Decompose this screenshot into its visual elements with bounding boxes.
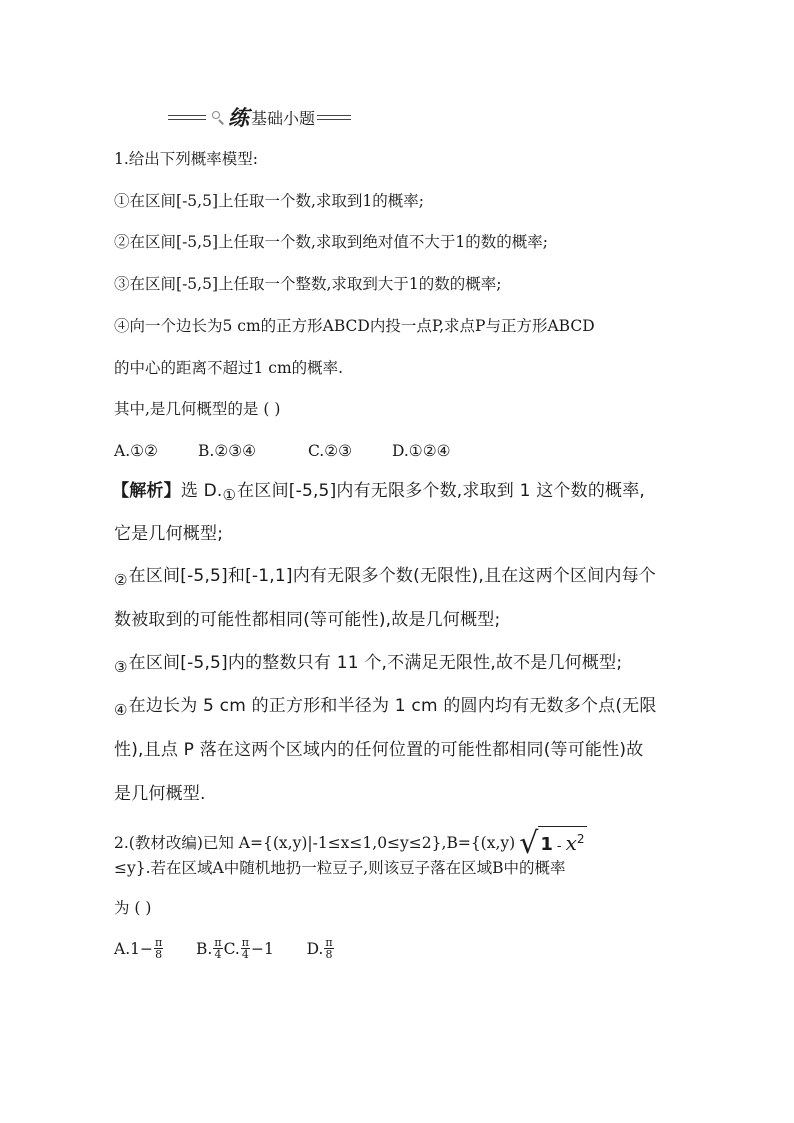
radicand: $1 - x^2$ [538,826,587,858]
analysis-line-3 [114,652,622,674]
option-b: B.②③④ [198,442,257,460]
header-strong-char: 练 [228,105,249,130]
header-left-rule [168,115,206,120]
q2-options [114,935,335,962]
q2-line-2: ≤y}.若在区域A中随机地扔一粒豆子,则该豆子落在区域B中的概率 [114,859,566,877]
section-header [168,104,351,130]
q2-line-1 [114,822,587,861]
q2-set-definition: 2.(教材改编)已知 A={(x,y)|-1≤x≤1,0≤y≤2},B={(x,y) [114,834,516,852]
q1-item-4 [114,315,595,337]
analysis-text-1: 在区间[-5,5]内有无限多个数,求取到 1 这个数的概率, [237,481,646,501]
radical-sign: √ [519,826,539,861]
analysis-line-4-cont2: 是几何概型. [114,784,206,804]
analysis-line-4 [114,695,657,717]
item-mark: ① [114,192,130,210]
fraction-pi-over-8: $\frac{\pi}{8}$ [154,935,163,961]
option-a: A.1− $\frac{\pi}{8}$ [114,935,163,961]
analysis-mark-3: ③ [114,658,128,676]
option-c: C.②③ [308,442,353,460]
header-right-rule [317,115,351,120]
item-text: 在区间[-5,5]上任取一个整数,求取到大于1的数的概率; [129,275,502,293]
magnifier-icon [210,109,226,125]
analysis-mark-2: ② [114,571,128,589]
item-mark: ② [114,233,130,251]
item-mark: ④ [114,317,130,335]
option-a: A.①② [114,442,158,460]
analysis-line-4-cont: 性),且点 P 落在这两个区域内的任何位置的可能性都相同(等可能性)故 [114,740,644,760]
q1-options [114,440,451,462]
q1-question: 其中,是几何概型的是 ( ) [114,400,281,418]
analysis-answer: 选 D. [180,481,223,501]
option-d: D.①②④ [392,442,451,460]
analysis-line-2-cont: 数被取到的可能性都相同(等可能性),故是几何概型; [114,610,501,630]
q1-item-4-cont: 的中心的距离不超过1 cm的概率. [114,359,344,377]
fraction-pi-over-8: $\frac{\pi}{8}$ [325,935,333,961]
analysis-text-4: 在边长为 5 cm 的正方形和半径为 1 cm 的圆内均有无数多个点(无限 [128,696,657,716]
q2-line-3: 为 ( ) [114,899,152,917]
option-b: B. $\frac{\pi}{4}$ [196,935,222,961]
analysis-label: 【解析】 [112,481,181,501]
analysis-line-1 [112,480,645,502]
option-c: C. $\frac{\pi}{4}$ −1 [223,935,274,961]
analysis-text-3: 在区间[-5,5]内的整数只有 11 个,不满足无限性,故不是几何概型; [128,653,623,673]
q1-item-1 [114,190,424,212]
q1-item-3 [114,273,502,295]
sqrt-expression [519,826,587,861]
analysis-mark-1: ① [222,486,237,504]
item-text: 在区间[-5,5]上任取一个数,求取到绝对值不大于1的数的概率; [129,233,549,251]
item-text: 在区间[-5,5]上任取一个数,求取到1的概率; [129,192,425,210]
q1-item-2 [114,231,548,253]
analysis-line-1-cont: 它是几何概型; [114,524,224,544]
analysis-line-2 [114,565,656,587]
item-text: 向一个边长为5 cm的正方形ABCD内投一点P,求点P与正方形ABCD [129,317,595,335]
analysis-mark-4: ④ [114,701,128,719]
fraction-pi-over-4: $\frac{\pi}{4}$ [214,935,222,961]
option-d: D. $\frac{\pi}{8}$ [306,935,333,961]
header-title: 基础小题 [251,108,316,128]
analysis-text-2: 在区间[-5,5]和[-1,1]内有无限多个数(无限性),且在这两个区间内每个 [128,566,656,586]
q1-stem: 1.给出下列概率模型: [114,150,259,168]
item-mark: ③ [114,275,130,293]
fraction-pi-over-4: $\frac{\pi}{4}$ [241,935,250,961]
